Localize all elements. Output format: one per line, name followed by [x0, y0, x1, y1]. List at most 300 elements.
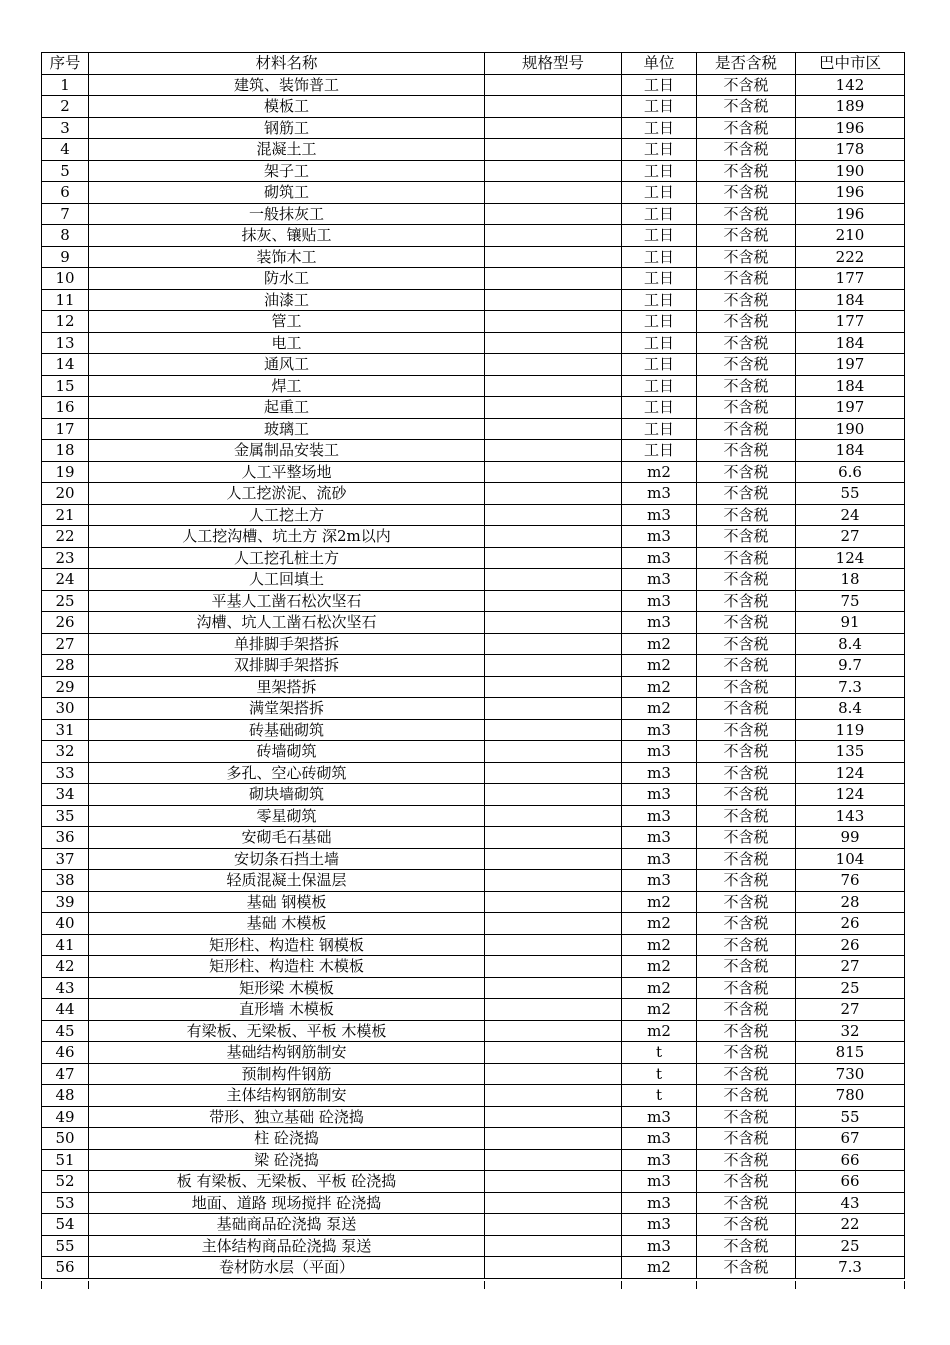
cell-seq: 50 — [42, 1128, 89, 1150]
cell-unit: m2 — [622, 461, 697, 483]
cell-seq: 20 — [42, 483, 89, 505]
cell-seq: 17 — [42, 418, 89, 440]
cell-tax-included: 不含税 — [697, 719, 796, 741]
cell-seq: 11 — [42, 289, 89, 311]
cell-tax-included: 不含税 — [697, 461, 796, 483]
cell-price: 75 — [796, 590, 905, 612]
cell-material-name: 建筑、装饰普工 — [89, 74, 485, 96]
cell-tax-included: 不含税 — [697, 225, 796, 247]
cell-seq: 27 — [42, 633, 89, 655]
cell-spec-model — [485, 375, 622, 397]
table-row — [42, 676, 905, 698]
cell-tax-included: 不含税 — [697, 913, 796, 935]
cell-spec-model — [485, 891, 622, 913]
cell-spec-model — [485, 311, 622, 333]
cell-price: 196 — [796, 203, 905, 225]
cell-unit: 工日 — [622, 182, 697, 204]
cell-material-name: 基础结构钢筋制安 — [89, 1042, 485, 1064]
table-row — [42, 418, 905, 440]
table-row — [42, 504, 905, 526]
table-row — [42, 827, 905, 849]
cell-tax-included: 不含税 — [697, 1214, 796, 1236]
table-row — [42, 870, 905, 892]
cell-tax-included: 不含税 — [697, 354, 796, 376]
cell-price: 24 — [796, 504, 905, 526]
cell-seq: 18 — [42, 440, 89, 462]
cell-tax-included: 不含税 — [697, 504, 796, 526]
cell-material-name: 矩形柱、构造柱 木模板 — [89, 956, 485, 978]
cell-tax-included: 不含税 — [697, 117, 796, 139]
cell-price: 124 — [796, 784, 905, 806]
cell-price: 25 — [796, 977, 905, 999]
cell-seq: 49 — [42, 1106, 89, 1128]
cell-unit: 工日 — [622, 418, 697, 440]
column-rule-tick — [904, 1281, 905, 1289]
header-row — [42, 53, 905, 75]
cell-unit: m3 — [622, 1106, 697, 1128]
cell-tax-included: 不含税 — [697, 1042, 796, 1064]
table-row — [42, 913, 905, 935]
cell-seq: 34 — [42, 784, 89, 806]
cell-tax-included: 不含税 — [697, 870, 796, 892]
table-row — [42, 117, 905, 139]
cell-price: 104 — [796, 848, 905, 870]
cell-seq: 7 — [42, 203, 89, 225]
cell-seq: 9 — [42, 246, 89, 268]
cell-material-name: 基础商品砼浇捣 泵送 — [89, 1214, 485, 1236]
cell-unit: m3 — [622, 827, 697, 849]
cell-seq: 29 — [42, 676, 89, 698]
cell-material-name: 矩形柱、构造柱 钢模板 — [89, 934, 485, 956]
cell-unit: 工日 — [622, 268, 697, 290]
cell-spec-model — [485, 1235, 622, 1257]
cell-spec-model — [485, 676, 622, 698]
cell-seq: 15 — [42, 375, 89, 397]
cell-spec-model — [485, 719, 622, 741]
cell-seq: 25 — [42, 590, 89, 612]
cell-seq: 36 — [42, 827, 89, 849]
cell-material-name: 卷材防水层（平面） — [89, 1257, 485, 1279]
cell-seq: 41 — [42, 934, 89, 956]
table-row — [42, 934, 905, 956]
cell-spec-model — [485, 461, 622, 483]
cell-unit: m3 — [622, 784, 697, 806]
cell-unit: m2 — [622, 1020, 697, 1042]
table-row — [42, 848, 905, 870]
cell-spec-model — [485, 160, 622, 182]
cell-price: 178 — [796, 139, 905, 161]
table-row — [42, 332, 905, 354]
cell-unit: m3 — [622, 1171, 697, 1193]
cell-unit: 工日 — [622, 375, 697, 397]
cell-seq: 24 — [42, 569, 89, 591]
cell-material-name: 矩形梁 木模板 — [89, 977, 485, 999]
cell-seq: 56 — [42, 1257, 89, 1279]
cell-tax-included: 不含税 — [697, 1192, 796, 1214]
cell-unit: t — [622, 1063, 697, 1085]
cell-material-name: 有梁板、无梁板、平板 木模板 — [89, 1020, 485, 1042]
cell-seq: 54 — [42, 1214, 89, 1236]
table-row — [42, 268, 905, 290]
cell-spec-model — [485, 504, 622, 526]
cell-unit: 工日 — [622, 397, 697, 419]
cell-material-name: 柱 砼浇捣 — [89, 1128, 485, 1150]
cell-price: 22 — [796, 1214, 905, 1236]
cell-spec-model — [485, 590, 622, 612]
cell-spec-model — [485, 1063, 622, 1085]
cell-unit: m3 — [622, 870, 697, 892]
cell-unit: 工日 — [622, 440, 697, 462]
header-material-name: 材料名称 — [89, 53, 485, 75]
table-row — [42, 569, 905, 591]
cell-price: 189 — [796, 96, 905, 118]
cell-price: 815 — [796, 1042, 905, 1064]
cell-material-name: 地面、道路 现场搅拌 砼浇捣 — [89, 1192, 485, 1214]
table-row — [42, 225, 905, 247]
cell-unit: m2 — [622, 956, 697, 978]
cell-material-name: 带形、独立基础 砼浇捣 — [89, 1106, 485, 1128]
table-row — [42, 1235, 905, 1257]
cell-price: 177 — [796, 311, 905, 333]
cell-material-name: 焊工 — [89, 375, 485, 397]
cell-seq: 1 — [42, 74, 89, 96]
cell-tax-included: 不含税 — [697, 1235, 796, 1257]
cell-price: 66 — [796, 1171, 905, 1193]
cell-price: 66 — [796, 1149, 905, 1171]
cell-unit: m3 — [622, 526, 697, 548]
cell-tax-included: 不含税 — [697, 784, 796, 806]
cell-price: 18 — [796, 569, 905, 591]
cell-price: 197 — [796, 397, 905, 419]
table-row — [42, 805, 905, 827]
cell-spec-model — [485, 805, 622, 827]
cell-spec-model — [485, 440, 622, 462]
cell-material-name: 零星砌筑 — [89, 805, 485, 827]
cell-material-name: 满堂架搭拆 — [89, 698, 485, 720]
column-rule-tick — [696, 1281, 697, 1289]
cell-tax-included: 不含税 — [697, 246, 796, 268]
cell-unit: m3 — [622, 483, 697, 505]
cell-tax-included: 不含税 — [697, 698, 796, 720]
cell-material-name: 人工挖淤泥、流砂 — [89, 483, 485, 505]
cell-spec-model — [485, 332, 622, 354]
cell-price: 67 — [796, 1128, 905, 1150]
table-row — [42, 1257, 905, 1279]
cell-material-name: 预制构件钢筋 — [89, 1063, 485, 1085]
table-row — [42, 203, 905, 225]
table-row — [42, 160, 905, 182]
cell-spec-model — [485, 741, 622, 763]
cell-tax-included: 不含税 — [697, 1149, 796, 1171]
cell-tax-included: 不含税 — [697, 418, 796, 440]
cell-seq: 52 — [42, 1171, 89, 1193]
cell-unit: 工日 — [622, 96, 697, 118]
cell-price: 32 — [796, 1020, 905, 1042]
cell-price: 6.6 — [796, 461, 905, 483]
cell-seq: 3 — [42, 117, 89, 139]
cell-unit: 工日 — [622, 117, 697, 139]
header-spec-model: 规格型号 — [485, 53, 622, 75]
cell-price: 124 — [796, 762, 905, 784]
cell-spec-model — [485, 268, 622, 290]
cell-tax-included: 不含税 — [697, 74, 796, 96]
cell-spec-model — [485, 934, 622, 956]
cell-material-name: 电工 — [89, 332, 485, 354]
cell-seq: 13 — [42, 332, 89, 354]
cell-price: 196 — [796, 182, 905, 204]
cell-unit: m3 — [622, 1128, 697, 1150]
cell-seq: 30 — [42, 698, 89, 720]
cell-tax-included: 不含税 — [697, 1085, 796, 1107]
cell-spec-model — [485, 1106, 622, 1128]
cell-seq: 19 — [42, 461, 89, 483]
cell-seq: 16 — [42, 397, 89, 419]
cell-unit: 工日 — [622, 311, 697, 333]
cell-seq: 44 — [42, 999, 89, 1021]
cell-spec-model — [485, 784, 622, 806]
price-table — [41, 52, 905, 1279]
cell-seq: 2 — [42, 96, 89, 118]
cell-price: 9.7 — [796, 655, 905, 677]
cell-seq: 40 — [42, 913, 89, 935]
cell-price: 142 — [796, 74, 905, 96]
cell-unit: m3 — [622, 762, 697, 784]
cell-price: 190 — [796, 418, 905, 440]
cell-unit: t — [622, 1042, 697, 1064]
table-row — [42, 719, 905, 741]
table-row — [42, 246, 905, 268]
cell-unit: m3 — [622, 741, 697, 763]
cell-tax-included: 不含税 — [697, 332, 796, 354]
cell-material-name: 人工平整场地 — [89, 461, 485, 483]
cell-seq: 43 — [42, 977, 89, 999]
cell-price: 25 — [796, 1235, 905, 1257]
cell-price: 119 — [796, 719, 905, 741]
cell-spec-model — [485, 999, 622, 1021]
cell-price: 190 — [796, 160, 905, 182]
header-bazhong-price: 巴中市区 — [796, 53, 905, 75]
cell-material-name: 人工挖沟槽、坑土方 深2m以内 — [89, 526, 485, 548]
cell-tax-included: 不含税 — [697, 139, 796, 161]
cell-price: 26 — [796, 934, 905, 956]
cell-seq: 6 — [42, 182, 89, 204]
cell-material-name: 砌筑工 — [89, 182, 485, 204]
cell-unit: m2 — [622, 891, 697, 913]
table-continuation — [41, 1281, 909, 1289]
table-row — [42, 655, 905, 677]
cell-tax-included: 不含税 — [697, 977, 796, 999]
cell-spec-model — [485, 848, 622, 870]
cell-price: 184 — [796, 332, 905, 354]
table-row — [42, 440, 905, 462]
cell-spec-model — [485, 698, 622, 720]
table-row — [42, 741, 905, 763]
cell-tax-included: 不含税 — [697, 526, 796, 548]
cell-spec-model — [485, 1085, 622, 1107]
cell-material-name: 安切条石挡土墙 — [89, 848, 485, 870]
cell-seq: 28 — [42, 655, 89, 677]
cell-unit: m2 — [622, 913, 697, 935]
cell-seq: 23 — [42, 547, 89, 569]
cell-tax-included: 不含税 — [697, 182, 796, 204]
cell-tax-included: 不含税 — [697, 956, 796, 978]
cell-unit: m2 — [622, 999, 697, 1021]
cell-material-name: 玻璃工 — [89, 418, 485, 440]
cell-tax-included: 不含税 — [697, 827, 796, 849]
cell-material-name: 砌块墙砌筑 — [89, 784, 485, 806]
cell-price: 184 — [796, 289, 905, 311]
table-row — [42, 1214, 905, 1236]
cell-tax-included: 不含税 — [697, 741, 796, 763]
cell-tax-included: 不含税 — [697, 1063, 796, 1085]
cell-unit: m3 — [622, 1149, 697, 1171]
table-row — [42, 977, 905, 999]
table-row — [42, 547, 905, 569]
cell-tax-included: 不含税 — [697, 934, 796, 956]
cell-material-name: 双排脚手架搭拆 — [89, 655, 485, 677]
table-row — [42, 526, 905, 548]
cell-material-name: 砖基础砌筑 — [89, 719, 485, 741]
cell-tax-included: 不含税 — [697, 1106, 796, 1128]
cell-seq: 26 — [42, 612, 89, 634]
cell-spec-model — [485, 956, 622, 978]
column-rule-tick — [484, 1281, 485, 1289]
cell-material-name: 金属制品安装工 — [89, 440, 485, 462]
cell-material-name: 单排脚手架搭拆 — [89, 633, 485, 655]
table-row — [42, 74, 905, 96]
cell-unit: 工日 — [622, 289, 697, 311]
cell-tax-included: 不含税 — [697, 590, 796, 612]
table-row — [42, 289, 905, 311]
cell-price: 143 — [796, 805, 905, 827]
cell-spec-model — [485, 762, 622, 784]
cell-unit: 工日 — [622, 354, 697, 376]
cell-spec-model — [485, 418, 622, 440]
table-row — [42, 461, 905, 483]
cell-spec-model — [485, 1042, 622, 1064]
cell-tax-included: 不含税 — [697, 160, 796, 182]
cell-seq: 39 — [42, 891, 89, 913]
cell-tax-included: 不含税 — [697, 848, 796, 870]
table-row — [42, 1128, 905, 1150]
cell-unit: t — [622, 1085, 697, 1107]
cell-tax-included: 不含税 — [697, 440, 796, 462]
cell-unit: m3 — [622, 1192, 697, 1214]
cell-material-name: 装饰木工 — [89, 246, 485, 268]
table-row — [42, 1106, 905, 1128]
cell-price: 780 — [796, 1085, 905, 1107]
table-row — [42, 891, 905, 913]
cell-seq: 47 — [42, 1063, 89, 1085]
table-row — [42, 784, 905, 806]
cell-material-name: 防水工 — [89, 268, 485, 290]
cell-price: 27 — [796, 999, 905, 1021]
table-row — [42, 612, 905, 634]
cell-unit: m2 — [622, 977, 697, 999]
cell-seq: 38 — [42, 870, 89, 892]
cell-spec-model — [485, 547, 622, 569]
cell-unit: m3 — [622, 719, 697, 741]
cell-spec-model — [485, 655, 622, 677]
cell-spec-model — [485, 1171, 622, 1193]
column-rule-tick — [41, 1281, 42, 1289]
table-row — [42, 956, 905, 978]
table-row — [42, 96, 905, 118]
cell-price: 28 — [796, 891, 905, 913]
cell-seq: 8 — [42, 225, 89, 247]
cell-material-name: 基础 钢模板 — [89, 891, 485, 913]
cell-seq: 51 — [42, 1149, 89, 1171]
cell-spec-model — [485, 913, 622, 935]
cell-material-name: 主体结构钢筋制安 — [89, 1085, 485, 1107]
cell-seq: 4 — [42, 139, 89, 161]
cell-unit: m3 — [622, 805, 697, 827]
cell-unit: m3 — [622, 612, 697, 634]
cell-unit: m2 — [622, 1257, 697, 1279]
table-row — [42, 311, 905, 333]
cell-tax-included: 不含税 — [697, 397, 796, 419]
cell-unit: m3 — [622, 504, 697, 526]
cell-material-name: 模板工 — [89, 96, 485, 118]
cell-price: 135 — [796, 741, 905, 763]
table-row — [42, 590, 905, 612]
cell-tax-included: 不含税 — [697, 289, 796, 311]
cell-price: 197 — [796, 354, 905, 376]
table-row — [42, 1149, 905, 1171]
cell-tax-included: 不含税 — [697, 569, 796, 591]
cell-material-name: 基础 木模板 — [89, 913, 485, 935]
cell-tax-included: 不含税 — [697, 311, 796, 333]
cell-price: 7.3 — [796, 676, 905, 698]
cell-seq: 32 — [42, 741, 89, 763]
cell-spec-model — [485, 74, 622, 96]
cell-spec-model — [485, 1020, 622, 1042]
cell-price: 43 — [796, 1192, 905, 1214]
table-row — [42, 698, 905, 720]
cell-material-name: 管工 — [89, 311, 485, 333]
cell-spec-model — [485, 182, 622, 204]
cell-price: 55 — [796, 1106, 905, 1128]
table-row — [42, 375, 905, 397]
table-row — [42, 762, 905, 784]
cell-material-name: 多孔、空心砖砌筑 — [89, 762, 485, 784]
cell-spec-model — [485, 397, 622, 419]
column-rule-tick — [621, 1281, 622, 1289]
cell-tax-included: 不含税 — [697, 805, 796, 827]
cell-tax-included: 不含税 — [697, 1171, 796, 1193]
cell-spec-model — [485, 526, 622, 548]
cell-material-name: 人工挖土方 — [89, 504, 485, 526]
cell-seq: 42 — [42, 956, 89, 978]
cell-seq: 37 — [42, 848, 89, 870]
cell-spec-model — [485, 1128, 622, 1150]
cell-seq: 31 — [42, 719, 89, 741]
cell-price: 76 — [796, 870, 905, 892]
cell-tax-included: 不含税 — [697, 1020, 796, 1042]
cell-price: 27 — [796, 526, 905, 548]
cell-material-name: 混凝土工 — [89, 139, 485, 161]
cell-material-name: 板 有梁板、无梁板、平板 砼浇捣 — [89, 1171, 485, 1193]
cell-spec-model — [485, 1214, 622, 1236]
cell-material-name: 轻质混凝土保温层 — [89, 870, 485, 892]
cell-unit: 工日 — [622, 246, 697, 268]
cell-seq: 35 — [42, 805, 89, 827]
cell-tax-included: 不含税 — [697, 676, 796, 698]
cell-unit: m2 — [622, 698, 697, 720]
cell-seq: 48 — [42, 1085, 89, 1107]
cell-seq: 5 — [42, 160, 89, 182]
cell-unit: m3 — [622, 569, 697, 591]
